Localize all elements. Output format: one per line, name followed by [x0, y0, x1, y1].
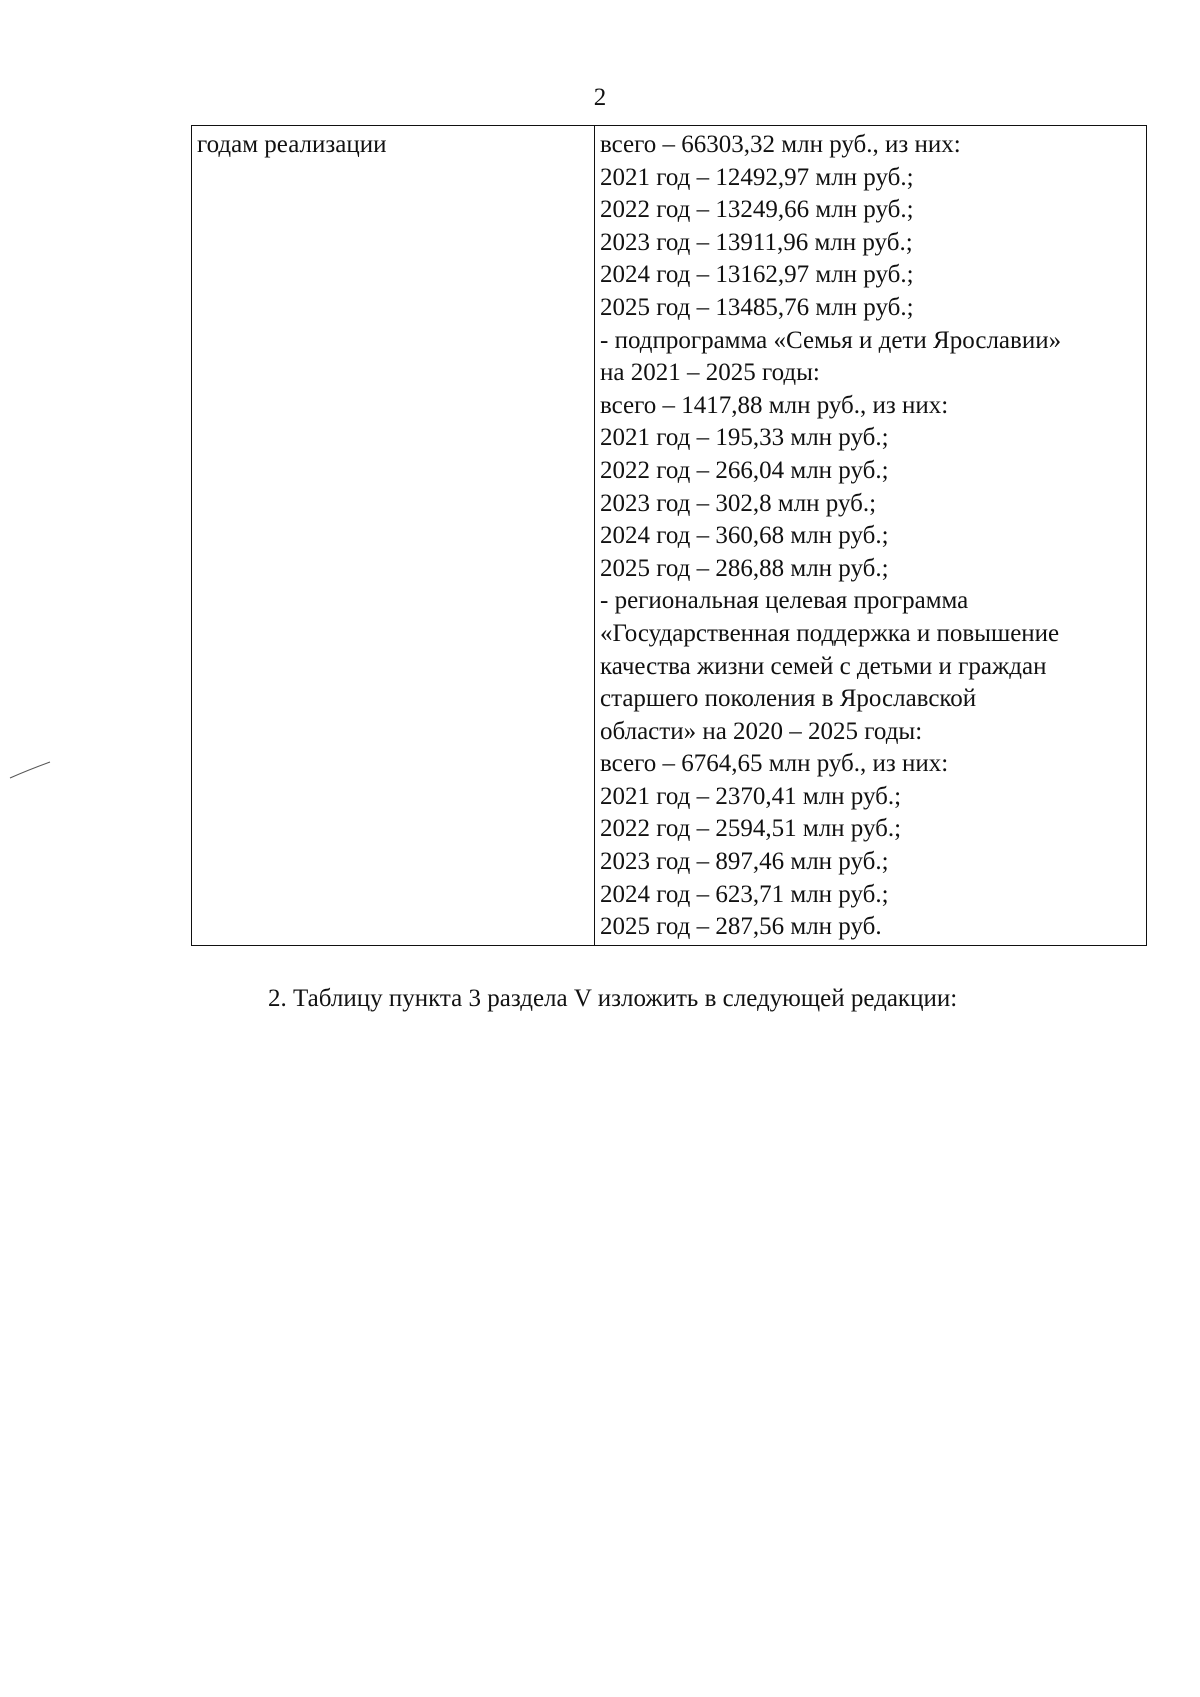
table-line: 2023 год – 302,8 млн руб.; — [600, 489, 877, 517]
page-number: 2 — [593, 84, 607, 111]
table-line: 2024 год – 623,71 млн руб.; — [600, 880, 889, 908]
table-line: 2024 год – 13162,97 млн руб.; — [600, 261, 914, 289]
table-line: 2025 год – 286,88 млн руб.; — [600, 554, 889, 582]
table-cell-right — [595, 126, 1147, 946]
table-line: области» на 2020 – 2025 годы: — [600, 717, 923, 745]
table-line: 2025 год – 13485,76 млн руб.; — [600, 293, 914, 321]
table-line: всего – 1417,88 млн руб., из них: — [600, 391, 949, 419]
table-cell-left — [192, 126, 595, 946]
table-line: качества жизни семей с детьми и граждан — [600, 652, 1047, 680]
right-cell-lines — [595, 126, 1146, 945]
table-line: 2021 год – 12492,97 млн руб.; — [600, 163, 914, 191]
funding-table — [191, 125, 1147, 946]
table-line: - подпрограмма «Семья и дети Ярославии» — [600, 326, 1062, 354]
table-line: - региональная целевая программа — [600, 587, 969, 615]
body-paragraph: 2. Таблицу пункта 3 раздела V изложить в следующей редакции: — [268, 985, 958, 1012]
left-cell-text: годам реализации — [197, 131, 387, 158]
table-line: 2025 год – 287,56 млн руб. — [600, 913, 882, 941]
table-line: 2021 год – 195,33 млн руб.; — [600, 424, 889, 452]
table-line: 2021 год – 2370,41 млн руб.; — [600, 782, 902, 810]
table-line: старшего поколения в Ярославской — [600, 685, 977, 713]
table-line: 2023 год – 13911,96 млн руб.; — [600, 228, 913, 256]
table-row — [192, 126, 1147, 946]
table-line: 2022 год – 266,04 млн руб.; — [600, 456, 889, 484]
table-line: 2022 год – 2594,51 млн руб.; — [600, 815, 902, 843]
table-line: 2024 год – 360,68 млн руб.; — [600, 522, 889, 550]
table-line: всего – 6764,65 млн руб., из них: — [600, 750, 949, 778]
table-line: всего – 66303,32 млн руб., из них: — [600, 131, 961, 158]
table-line: 2023 год – 897,46 млн руб.; — [600, 848, 889, 876]
scan-artifact-mark — [8, 760, 52, 780]
table-line: 2022 год – 13249,66 млн руб.; — [600, 196, 914, 224]
table-line: «Государственная поддержка и повышение — [600, 619, 1060, 647]
table-line: на 2021 – 2025 годы: — [600, 359, 820, 387]
